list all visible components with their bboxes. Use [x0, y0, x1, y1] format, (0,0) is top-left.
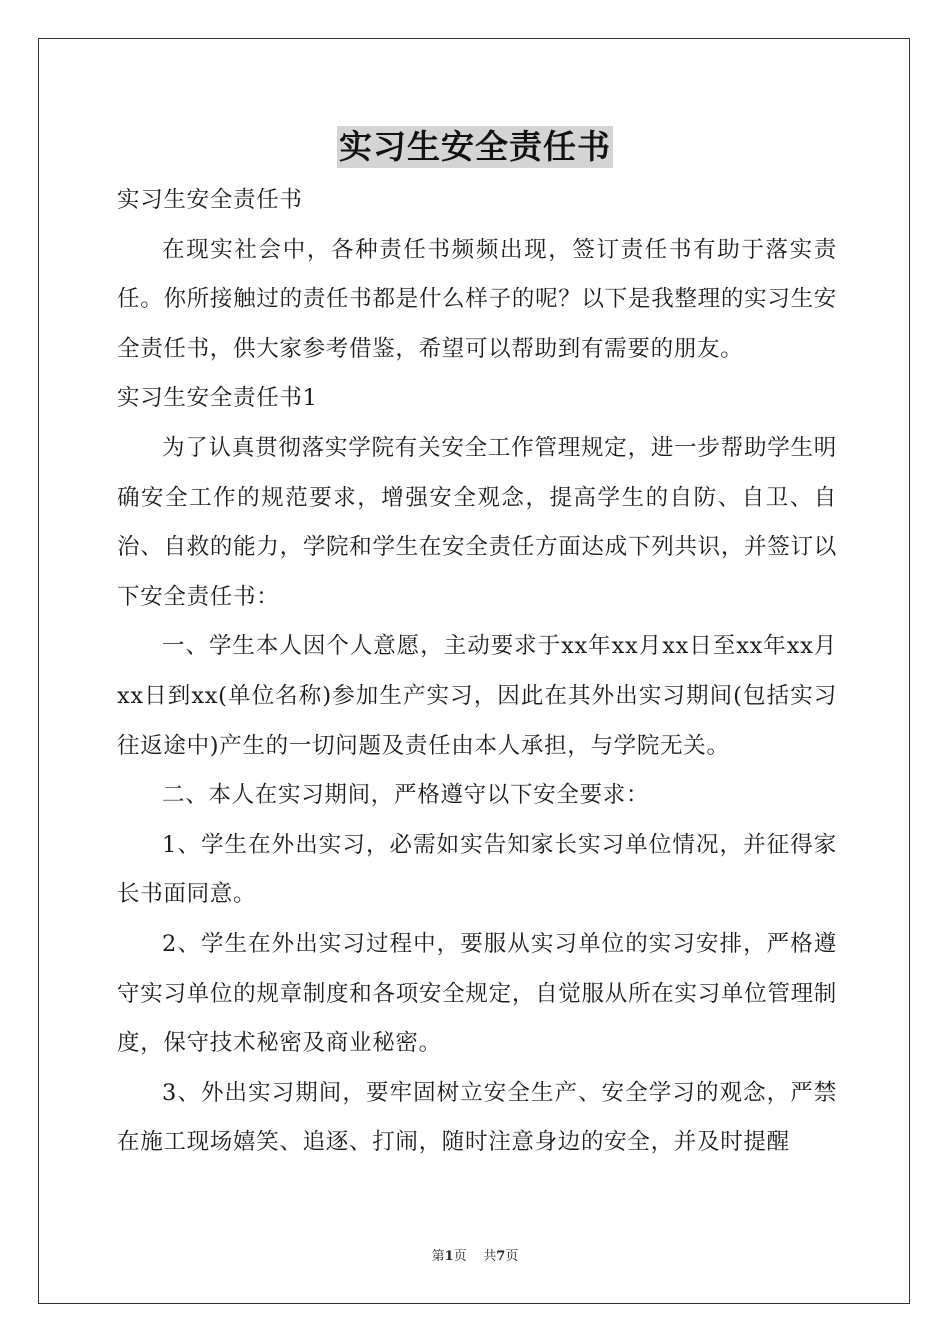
footer-page-unit: 页: [453, 1249, 467, 1264]
footer-page-total: 7: [496, 1249, 506, 1264]
page-footer: [0, 1245, 950, 1264]
paragraph-intro: 在现实社会中，各种责任书频频出现，签订责任书有助于落实责任。你所接触过的责任书都是什么样子的呢？以下是我整理的实习生安全责任书，供大家参考借鉴，希望可以帮助到有需要的朋友。: [117, 236, 837, 362]
document-title-wrap: [0, 126, 950, 168]
paragraph-clause-1: 一、学生本人因个人意愿，主动要求于xx年xx月xx日至xx年xx月xx日到xx(单位名称)参加生产实习，因此在其外出实习期间(包括实习往返途中)产生的一切问题及责任由本人承担，与学院无关。: [117, 633, 837, 759]
footer-page-current: 1: [444, 1249, 454, 1264]
footer-page-prefix: 第: [431, 1249, 445, 1264]
paragraph-clause-2: 二、本人在实习期间，严格遵守以下安全要求：: [162, 782, 650, 809]
document-title: 实习生安全责任书: [339, 127, 611, 166]
footer-total-prefix: 共: [483, 1249, 497, 1264]
footer-total-unit: 页: [505, 1249, 519, 1264]
paragraph-item-1: 1、学生在外出实习，必需如实告知家长实习单位情况，并征得家长书面同意。: [117, 831, 837, 908]
paragraph-item-2: 2、学生在外出实习过程中，要服从实习单位的实习安排，严格遵守实习单位的规章制度和各项安全规定，自觉服从所在实习单位管理制度，保守技术秘密及商业秘密。: [117, 930, 837, 1057]
paragraph-item-3: 3、外出实习期间，要牢固树立安全生产、安全学习的观念，严禁在施工现场嬉笑、追逐、打闹，随时注意身边的安全，并及时提醒: [117, 1079, 837, 1156]
document-body: [117, 176, 837, 1168]
paragraph-preamble: 为了认真贯彻落实学院有关安全工作管理规定，进一步帮助学生明确安全工作的规范要求，增强安全观念，提高学生的自防、自卫、自治、自救的能力，学院和学生在安全责任方面达成下列共识，并签订以下安全责任书：: [117, 434, 837, 610]
paragraph-subtitle: 实习生安全责任书: [117, 187, 303, 213]
paragraph-section-heading: 实习生安全责任书1: [117, 385, 318, 412]
